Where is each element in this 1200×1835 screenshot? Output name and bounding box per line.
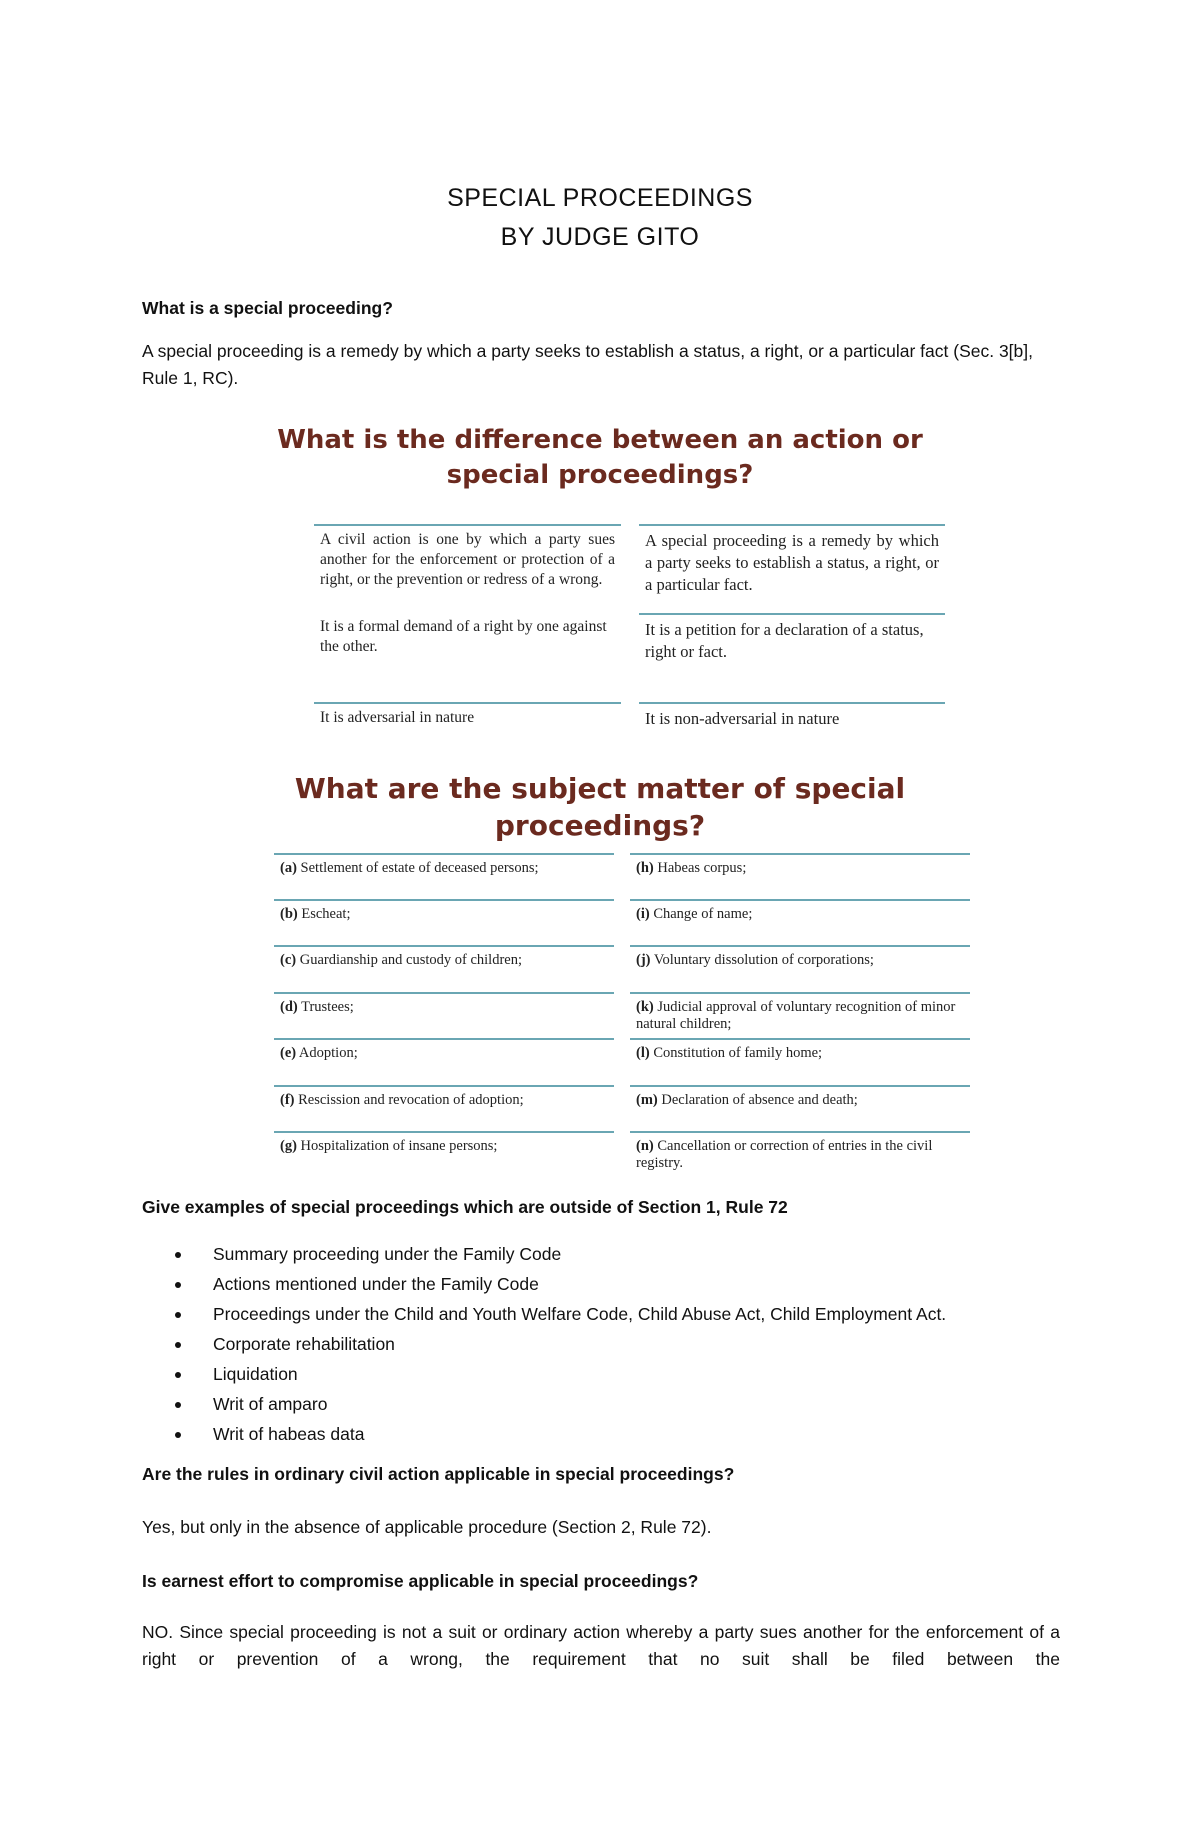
bullet-icon	[175, 1252, 181, 1258]
difference-figure-title	[0, 423, 1200, 493]
bullet-icon	[175, 1342, 181, 1348]
subject-text: Adoption;	[298, 1045, 358, 1061]
difference-special-cell: A special proceeding is a remedy by which a party seeks to establish a status, a right, or a particular fact.	[639, 524, 945, 596]
difference-action-cell: It is a formal demand of a right by one against the other.	[320, 618, 607, 655]
list-item-text: Actions mentioned under the Family Code	[213, 1274, 539, 1294]
list-item-text: Writ of amparo	[213, 1394, 328, 1414]
subject-letter: (b)	[280, 906, 298, 922]
subject-letter: (k)	[636, 999, 654, 1015]
question-earnest-effort: Is earnest effort to compromise applicable in special proceedings?	[142, 1571, 699, 1591]
subject-letter: (g)	[280, 1138, 297, 1154]
subject-letter: (j)	[636, 952, 651, 968]
subject-item	[274, 853, 614, 877]
document-title: SPECIAL PROCEEDINGS	[447, 184, 753, 212]
subject-item	[274, 992, 614, 1016]
subject-letter: (c)	[280, 952, 297, 968]
bullet-icon	[175, 1282, 181, 1288]
difference-figure-title-line1: What is the difference between an action or	[277, 425, 923, 455]
list-item	[142, 1359, 1060, 1389]
bullet-icon	[175, 1402, 181, 1408]
list-item-text: Summary proceeding under the Family Code	[213, 1244, 562, 1264]
subject-figure-title-line1: What are the subject matter of special	[294, 772, 906, 805]
subject-letter: (l)	[636, 1045, 650, 1061]
subject-item	[274, 1038, 614, 1062]
subject-item	[274, 899, 614, 923]
subject-figure-title	[0, 770, 1200, 844]
question-what-is-special-proceeding: What is a special proceeding?	[142, 298, 393, 318]
subject-letter: (i)	[636, 906, 650, 922]
subject-letter: (e)	[280, 1045, 297, 1061]
answer-rules-applicable: Yes, but only in the absence of applicable procedure (Section 2, Rule 72).	[142, 1517, 712, 1537]
answer-earnest-effort: NO. Since special proceeding is not a suit or ordinary action whereby a party sues another for the enforcement of a right or prevention of a wrong, the requirement that no suit shall be filed between the	[142, 1622, 1060, 1669]
subject-figure-title-line2: proceedings?	[494, 809, 706, 842]
difference-action-cell: A civil action is one by which a party sues another for the enforcement or protection of a right, or the prevention or redress of a wrong.	[314, 524, 621, 590]
subject-text: Judicial approval of voluntary recognition of minor natural children;	[636, 999, 956, 1032]
list-item-text: Liquidation	[213, 1364, 298, 1384]
list-item	[142, 1239, 1060, 1269]
bullet-icon	[175, 1432, 181, 1438]
bullet-icon	[175, 1372, 181, 1378]
subject-text: Escheat;	[301, 906, 351, 922]
subject-letter: (d)	[280, 999, 298, 1015]
subject-item	[630, 945, 970, 969]
list-item-text: Proceedings under the Child and Youth Welfare Code, Child Abuse Act, Child Employment Act.	[213, 1304, 947, 1324]
subject-item	[630, 1131, 970, 1172]
subject-item	[630, 1038, 970, 1062]
subject-letter: (n)	[636, 1138, 654, 1154]
examples-list	[142, 1239, 1060, 1449]
bullet-icon	[175, 1312, 181, 1318]
difference-special-cell: It is a petition for a declaration of a status, right or fact.	[639, 613, 945, 663]
question-rules-applicable: Are the rules in ordinary civil action applicable in special proceedings?	[142, 1464, 735, 1484]
document-subtitle: BY JUDGE GITO	[500, 223, 700, 251]
question-examples-outside-rule: Give examples of special proceedings which are outside of Section 1, Rule 72	[142, 1197, 788, 1217]
subject-text: Declaration of absence and death;	[661, 1092, 858, 1108]
difference-special-cell: It is non-adversarial in nature	[639, 702, 945, 730]
subject-letter: (m)	[636, 1092, 658, 1108]
subject-text: Habeas corpus;	[657, 860, 747, 876]
list-item	[142, 1269, 1060, 1299]
subject-item	[274, 1131, 614, 1155]
list-item	[142, 1419, 1060, 1449]
difference-action-cell: It is adversarial in nature	[314, 702, 621, 728]
list-item	[142, 1299, 1060, 1329]
subject-item	[630, 992, 970, 1033]
subject-item	[630, 853, 970, 877]
list-item-text: Corporate rehabilitation	[213, 1334, 395, 1354]
subject-letter: (a)	[280, 860, 297, 876]
answer-definition: A special proceeding is a remedy by which a party seeks to establish a status, a right, or a particular fact (Sec. 3[b], Rule 1, RC).	[142, 341, 1033, 388]
list-item-text: Writ of habeas data	[213, 1424, 365, 1444]
subject-text: Voluntary dissolution of corporations;	[653, 952, 874, 968]
subject-text: Change of name;	[653, 906, 753, 922]
subject-text: Guardianship and custody of children;	[299, 952, 522, 968]
subject-text: Hospitalization of insane persons;	[300, 1138, 498, 1154]
subject-letter: (h)	[636, 860, 654, 876]
subject-text: Cancellation or correction of entries in the civil registry.	[636, 1138, 933, 1171]
subject-text: Rescission and revocation of adoption;	[298, 1092, 524, 1108]
list-item	[142, 1389, 1060, 1419]
subject-item	[274, 945, 614, 969]
subject-item	[274, 1085, 614, 1109]
subject-text: Constitution of family home;	[653, 1045, 823, 1061]
subject-text: Trustees;	[301, 999, 354, 1015]
subject-letter: (f)	[280, 1092, 295, 1108]
subject-item	[630, 899, 970, 923]
list-item	[142, 1329, 1060, 1359]
difference-figure-title-line2: special proceedings?	[446, 460, 754, 490]
subject-item	[630, 1085, 970, 1109]
subject-text: Settlement of estate of deceased persons;	[300, 860, 539, 876]
